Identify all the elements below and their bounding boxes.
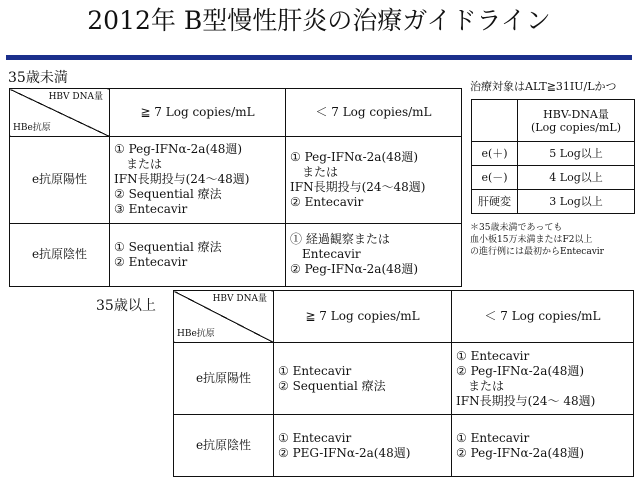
target-table xyxy=(471,99,635,214)
cell-under35-eneg-lt7 xyxy=(286,223,462,286)
cell-text-line: ② Sequential 療法 xyxy=(114,187,222,202)
cell-text-line: Entecavir xyxy=(290,247,361,262)
cell-text-line: ② Entecavir xyxy=(114,254,188,269)
cell-text-line: ① Peg-IFNα-2a(48週) xyxy=(290,149,419,164)
row-label-e-negative: e抗原陰性 xyxy=(174,415,274,477)
cell-text-line: IFN長期投与(24～ 48週) xyxy=(456,393,596,408)
row-label-e-negative: e抗原陰性 xyxy=(10,223,110,286)
cell-text-line: ③ Entecavir xyxy=(114,202,188,217)
over35-header-corner xyxy=(174,291,274,343)
page-title: 2012年 B型慢性肝炎の治療ガイドライン xyxy=(87,6,551,35)
row-label-e-positive: e抗原陽性 xyxy=(10,137,110,223)
under35-header-corner xyxy=(10,89,110,137)
target-row-value: 3 Log以上 xyxy=(518,190,635,214)
cell-over35-eneg-ge7 xyxy=(274,415,452,477)
over35-table xyxy=(173,290,634,477)
target-header-blank xyxy=(472,100,518,142)
cell-text-line: ② Sequential 療法 xyxy=(278,378,386,393)
cell-text-line: ② Peg-IFNα-2a(48週) xyxy=(290,262,419,277)
target-row-label: 肝硬変 xyxy=(472,190,518,214)
cell-text-line: ① Entecavir xyxy=(278,363,352,378)
target-row-label: e(＋) xyxy=(472,142,518,166)
section-label-over35: 35歳以上 xyxy=(96,298,156,314)
cell-text-line: または xyxy=(456,378,505,393)
cell-text-line: 血小板15万未満またはF2以上 xyxy=(470,235,593,245)
section-label-under35: 35歳未満 xyxy=(8,70,68,86)
cell-text-line: (Log copies/mL) xyxy=(531,120,621,134)
cell-text-line: ① 経過観察または xyxy=(290,232,390,247)
hbv-dna-header: HBV DNA量 xyxy=(212,294,267,304)
cell-text-line: の進行例には最初からEntecavir xyxy=(470,247,604,257)
target-row-label: e(－) xyxy=(472,166,518,190)
hbe-header: HBe抗原 xyxy=(13,123,51,134)
cell-text-line: ② PEG-IFNα-2a(48週) xyxy=(278,445,411,460)
cell-text-line: IFN長期投与(24～48週) xyxy=(290,179,426,194)
col-header-lt7: ＜ 7 Log copies/mL xyxy=(286,89,462,137)
cell-under35-eneg-ge7 xyxy=(110,223,286,286)
cell-text-line: IFN長期投与(24～48週) xyxy=(114,172,250,187)
target-row-value: 4 Log以上 xyxy=(518,166,635,190)
cell-text-line: ② Peg-IFNα-2a(48週) xyxy=(456,445,585,460)
col-header-ge7: ≧ 7 Log copies/mL xyxy=(274,291,452,343)
hbv-dna-header: HBV DNA量 xyxy=(48,92,103,102)
cell-under35-epos-lt7 xyxy=(286,137,462,223)
cell-text-line: ① Peg-IFNα-2a(48週) xyxy=(114,142,243,157)
cell-under35-epos-ge7 xyxy=(110,137,286,223)
cell-over35-epos-ge7 xyxy=(274,343,452,415)
cell-text-line: ① Entecavir xyxy=(456,348,530,363)
target-row-value: 5 Log以上 xyxy=(518,142,635,166)
col-header-lt7: ＜ 7 Log copies/mL xyxy=(452,291,634,343)
cell-text-line: HBV-DNA量 xyxy=(543,107,609,121)
cell-text-line: ＊35歳未満であっても xyxy=(470,223,563,233)
hbe-header: HBe抗原 xyxy=(177,329,215,339)
cell-over35-eneg-lt7 xyxy=(452,415,634,477)
under35-table xyxy=(9,88,462,287)
target-header xyxy=(518,100,635,142)
row-label-e-positive: e抗原陽性 xyxy=(174,343,274,415)
footnote xyxy=(470,222,604,258)
cell-text-line: または xyxy=(290,164,339,179)
cell-over35-epos-lt7 xyxy=(452,343,634,415)
cell-text-line: ① Entecavir xyxy=(278,430,352,445)
cell-text-line: または xyxy=(114,157,163,172)
title-underline xyxy=(6,55,632,60)
cell-text-line: ① Entecavir xyxy=(456,430,530,445)
cell-text-line: ② Peg-IFNα-2a(48週) xyxy=(456,363,585,378)
target-caption: 治療対象はALT≧31IU/Lかつ xyxy=(470,80,617,93)
cell-text-line: ② Entecavir xyxy=(290,194,364,209)
col-header-ge7: ≧ 7 Log copies/mL xyxy=(110,89,286,137)
cell-text-line: ① Sequential 療法 xyxy=(114,239,222,254)
